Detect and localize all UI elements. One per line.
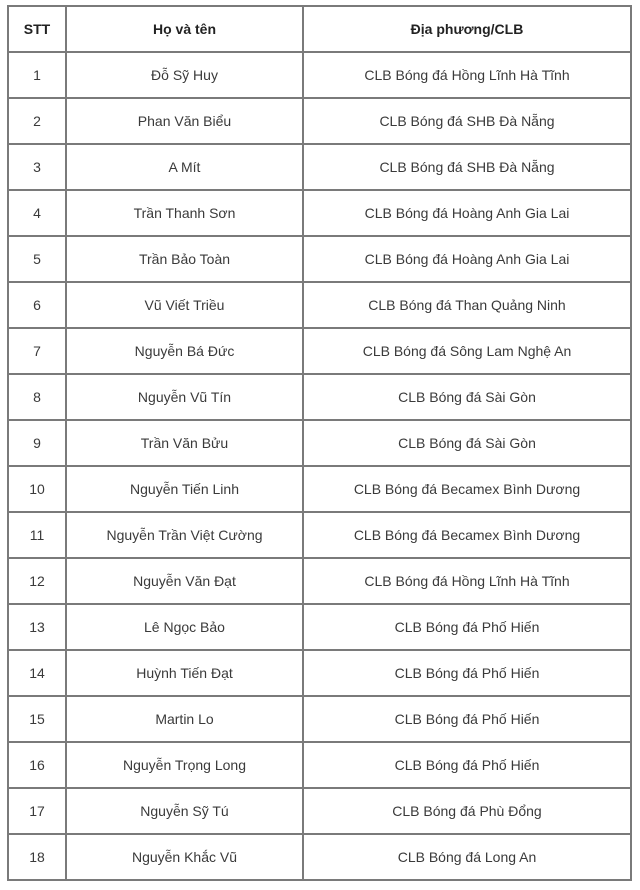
cell-stt: 13 xyxy=(8,604,66,650)
table-header-row xyxy=(8,6,631,52)
cell-stt: 17 xyxy=(8,788,66,834)
table-row xyxy=(8,98,631,144)
player-table xyxy=(7,5,632,881)
cell-club: CLB Bóng đá SHB Đà Nẵng xyxy=(303,98,631,144)
header-stt: STT xyxy=(8,6,66,52)
cell-name: Nguyễn Văn Đạt xyxy=(66,558,303,604)
table-body xyxy=(8,52,631,880)
cell-name: Lê Ngọc Bảo xyxy=(66,604,303,650)
cell-name: Nguyễn Sỹ Tú xyxy=(66,788,303,834)
cell-name: Vũ Viết Triều xyxy=(66,282,303,328)
cell-stt: 9 xyxy=(8,420,66,466)
cell-name: Trần Văn Bửu xyxy=(66,420,303,466)
cell-club: CLB Bóng đá Becamex Bình Dương xyxy=(303,466,631,512)
cell-stt: 7 xyxy=(8,328,66,374)
table-row xyxy=(8,742,631,788)
cell-club: CLB Bóng đá Long An xyxy=(303,834,631,880)
cell-club: CLB Bóng đá Sài Gòn xyxy=(303,374,631,420)
cell-name: Huỳnh Tiến Đạt xyxy=(66,650,303,696)
table-row xyxy=(8,834,631,880)
cell-club: CLB Bóng đá Than Quảng Ninh xyxy=(303,282,631,328)
cell-name: A Mít xyxy=(66,144,303,190)
cell-stt: 11 xyxy=(8,512,66,558)
cell-stt: 4 xyxy=(8,190,66,236)
cell-name: Martin Lo xyxy=(66,696,303,742)
cell-name: Nguyễn Trần Việt Cường xyxy=(66,512,303,558)
table-row xyxy=(8,788,631,834)
cell-name: Nguyễn Vũ Tín xyxy=(66,374,303,420)
cell-stt: 12 xyxy=(8,558,66,604)
table-row xyxy=(8,144,631,190)
cell-name: Nguyễn Bá Đức xyxy=(66,328,303,374)
cell-stt: 10 xyxy=(8,466,66,512)
header-club: Địa phương/CLB xyxy=(303,6,631,52)
cell-name: Trần Thanh Sơn xyxy=(66,190,303,236)
cell-stt: 8 xyxy=(8,374,66,420)
table-row xyxy=(8,52,631,98)
table-row xyxy=(8,374,631,420)
table-row xyxy=(8,236,631,282)
cell-club: CLB Bóng đá Sài Gòn xyxy=(303,420,631,466)
cell-club: CLB Bóng đá Becamex Bình Dương xyxy=(303,512,631,558)
table-row xyxy=(8,512,631,558)
cell-club: CLB Bóng đá Hồng Lĩnh Hà Tĩnh xyxy=(303,52,631,98)
cell-club: CLB Bóng đá Hoàng Anh Gia Lai xyxy=(303,190,631,236)
cell-name: Nguyễn Tiến Linh xyxy=(66,466,303,512)
cell-stt: 3 xyxy=(8,144,66,190)
cell-stt: 2 xyxy=(8,98,66,144)
cell-stt: 6 xyxy=(8,282,66,328)
table-row xyxy=(8,650,631,696)
cell-name: Đỗ Sỹ Huy xyxy=(66,52,303,98)
table-row xyxy=(8,696,631,742)
cell-club: CLB Bóng đá Phố Hiến xyxy=(303,742,631,788)
table-row xyxy=(8,190,631,236)
cell-stt: 16 xyxy=(8,742,66,788)
table-row xyxy=(8,558,631,604)
cell-stt: 15 xyxy=(8,696,66,742)
cell-stt: 14 xyxy=(8,650,66,696)
cell-club: CLB Bóng đá Phố Hiến xyxy=(303,650,631,696)
table-row xyxy=(8,420,631,466)
header-name: Họ và tên xyxy=(66,6,303,52)
cell-club: CLB Bóng đá Hồng Lĩnh Hà Tĩnh xyxy=(303,558,631,604)
cell-name: Nguyễn Trọng Long xyxy=(66,742,303,788)
cell-club: CLB Bóng đá Phố Hiến xyxy=(303,696,631,742)
table-row xyxy=(8,604,631,650)
cell-stt: 5 xyxy=(8,236,66,282)
cell-club: CLB Bóng đá Sông Lam Nghệ An xyxy=(303,328,631,374)
table-row xyxy=(8,282,631,328)
cell-club: CLB Bóng đá SHB Đà Nẵng xyxy=(303,144,631,190)
cell-name: Trần Bảo Toàn xyxy=(66,236,303,282)
cell-name: Nguyễn Khắc Vũ xyxy=(66,834,303,880)
cell-club: CLB Bóng đá Phù Đổng xyxy=(303,788,631,834)
cell-club: CLB Bóng đá Hoàng Anh Gia Lai xyxy=(303,236,631,282)
cell-stt: 18 xyxy=(8,834,66,880)
cell-stt: 1 xyxy=(8,52,66,98)
table-row xyxy=(8,328,631,374)
table-row xyxy=(8,466,631,512)
cell-club: CLB Bóng đá Phố Hiến xyxy=(303,604,631,650)
cell-name: Phan Văn Biểu xyxy=(66,98,303,144)
